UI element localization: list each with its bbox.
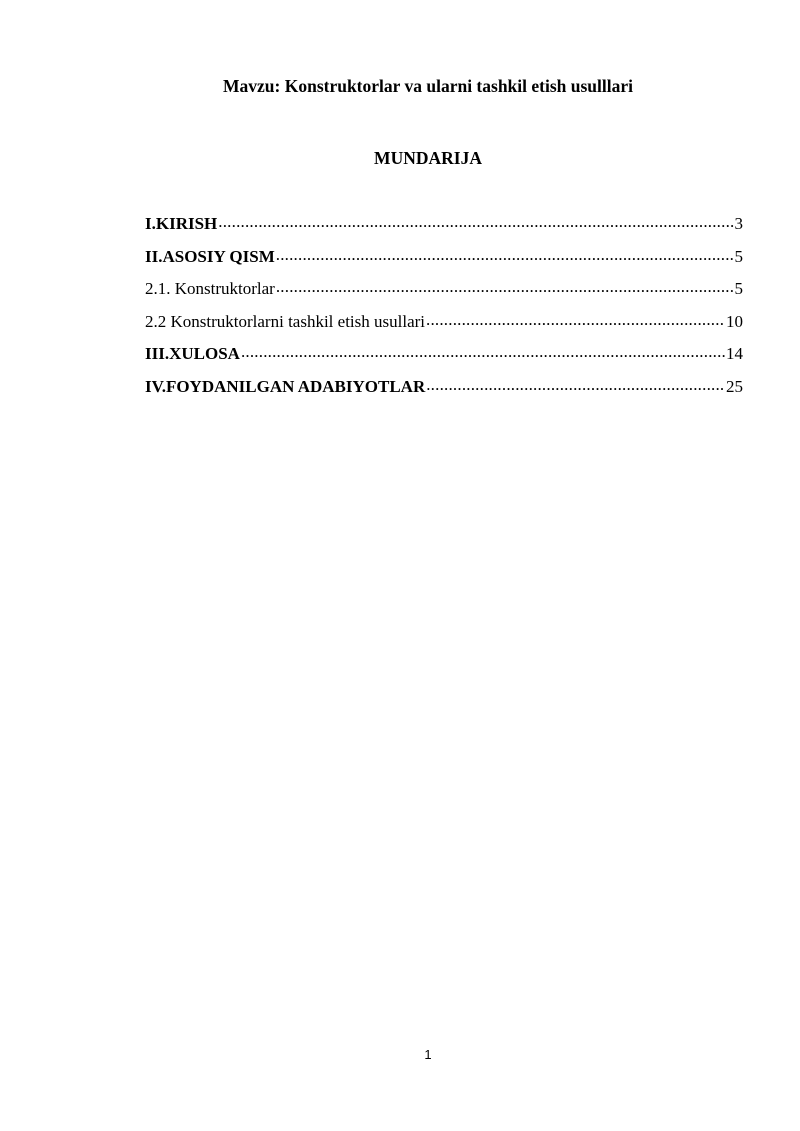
toc-entry-adabiyotlar (145, 375, 743, 408)
topic-title: Mavzu: Konstruktorlar va ularni tashkil etish usulllari (223, 76, 633, 96)
dot-leader (276, 277, 734, 294)
dot-leader (426, 375, 725, 392)
toc-entry-page: 10 (726, 311, 743, 331)
toc-entry-page: 5 (734, 279, 743, 299)
toc-entry-label: 2.1. Konstruktorlar (145, 279, 275, 299)
toc-heading: MUNDARIJA (374, 148, 482, 168)
toc-entry-label: II.ASOSIY QISM (145, 246, 275, 266)
dot-leader (241, 342, 725, 359)
toc-entry-kirish (145, 212, 743, 245)
toc-entry-page: 3 (734, 214, 743, 233)
table-of-contents (145, 212, 743, 408)
dot-leader (426, 310, 725, 327)
dot-leader (276, 245, 734, 262)
toc-entry-xulosa (145, 342, 743, 375)
toc-entry-page: 5 (734, 246, 743, 266)
toc-entry-label: I.KIRISH (145, 214, 218, 233)
toc-entry-label: 2.2 Konstruktorlarni tashkil etish usullari (145, 311, 425, 331)
toc-entry-tashkil-etish (145, 310, 743, 343)
toc-entry-asosiy-qism (145, 245, 743, 278)
page-number: 1 (424, 1047, 432, 1062)
toc-entry-label: III.XULOSA (145, 344, 240, 364)
dot-leader (218, 212, 733, 229)
toc-entry-page: 25 (726, 376, 743, 396)
toc-entry-konstruktorlar (145, 277, 743, 310)
toc-entry-label: IV.FOYDANILGAN ADABIYOTLAR (145, 376, 426, 396)
toc-entry-page: 14 (726, 344, 743, 364)
